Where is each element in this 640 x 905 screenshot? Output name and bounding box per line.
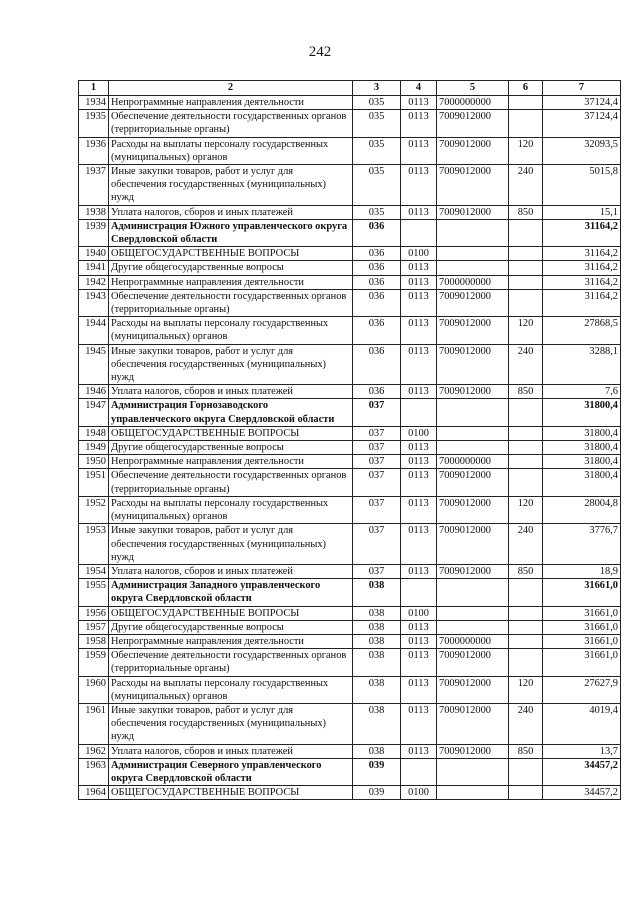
row-amount: 31800,4 (543, 441, 621, 455)
row-expense-type: 850 (509, 205, 543, 219)
row-target-code (437, 219, 509, 246)
table-body (79, 96, 621, 800)
row-number: 1948 (79, 426, 109, 440)
row-ministry-code: 035 (353, 205, 401, 219)
row-number: 1950 (79, 455, 109, 469)
row-name: Обеспечение деятельности государственных органов (территориальные органы) (109, 110, 353, 137)
row-name: Расходы на выплаты персоналу государственных (муниципальных) органов (109, 676, 353, 703)
row-section-code: 0113 (401, 261, 437, 275)
row-amount: 18,9 (543, 564, 621, 578)
row-expense-type (509, 620, 543, 634)
row-amount: 13,7 (543, 744, 621, 758)
row-section-code: 0113 (401, 649, 437, 676)
row-name: Уплата налогов, сборов и иных платежей (109, 564, 353, 578)
row-expense-type (509, 261, 543, 275)
row-section-code: 0113 (401, 496, 437, 523)
row-expense-type (509, 247, 543, 261)
row-ministry-code: 036 (353, 385, 401, 399)
row-ministry-code: 038 (353, 606, 401, 620)
row-target-code (437, 786, 509, 800)
row-ministry-code: 036 (353, 247, 401, 261)
row-target-code (437, 441, 509, 455)
row-target-code: 7009012000 (437, 744, 509, 758)
row-ministry-code: 036 (353, 261, 401, 275)
row-amount: 31800,4 (543, 455, 621, 469)
table-row (79, 344, 621, 385)
row-target-code: 7009012000 (437, 165, 509, 206)
row-section-code: 0113 (401, 137, 437, 164)
row-amount: 27868,5 (543, 317, 621, 344)
column-header-1: 1 (79, 81, 109, 96)
row-expense-type (509, 289, 543, 316)
row-section-code: 0100 (401, 606, 437, 620)
row-number: 1935 (79, 110, 109, 137)
row-target-code (437, 426, 509, 440)
row-section-code: 0113 (401, 317, 437, 344)
row-section-code (401, 399, 437, 426)
row-name: Непрограммные направления деятельности (109, 275, 353, 289)
row-ministry-code: 037 (353, 399, 401, 426)
row-amount: 37124,4 (543, 96, 621, 110)
row-number: 1964 (79, 786, 109, 800)
row-amount: 31164,2 (543, 275, 621, 289)
row-target-code: 7009012000 (437, 110, 509, 137)
row-amount: 34457,2 (543, 758, 621, 785)
row-amount: 31661,0 (543, 649, 621, 676)
table-row (79, 649, 621, 676)
table-row (79, 620, 621, 634)
row-number: 1944 (79, 317, 109, 344)
row-amount: 28004,8 (543, 496, 621, 523)
table-row (79, 110, 621, 137)
row-section-code: 0113 (401, 469, 437, 496)
row-target-code: 7009012000 (437, 344, 509, 385)
table-row (79, 579, 621, 606)
row-target-code: 7009012000 (437, 469, 509, 496)
row-ministry-code: 037 (353, 426, 401, 440)
row-amount: 5015,8 (543, 165, 621, 206)
table-row (79, 703, 621, 744)
row-amount: 31164,2 (543, 247, 621, 261)
row-number: 1955 (79, 579, 109, 606)
row-number: 1938 (79, 205, 109, 219)
table-row (79, 455, 621, 469)
row-ministry-code: 038 (353, 649, 401, 676)
row-section-code: 0113 (401, 289, 437, 316)
row-section-code: 0113 (401, 744, 437, 758)
row-ministry-code: 038 (353, 634, 401, 648)
row-section-code: 0113 (401, 634, 437, 648)
table-row (79, 137, 621, 164)
row-name: Непрограммные направления деятельности (109, 634, 353, 648)
row-target-code: 7000000000 (437, 96, 509, 110)
row-expense-type (509, 634, 543, 648)
column-header-2: 2 (109, 81, 353, 96)
row-number: 1947 (79, 399, 109, 426)
row-section-code: 0113 (401, 676, 437, 703)
row-ministry-code: 039 (353, 786, 401, 800)
row-target-code: 7000000000 (437, 634, 509, 648)
row-expense-type (509, 426, 543, 440)
row-amount: 31661,0 (543, 634, 621, 648)
row-section-code: 0113 (401, 455, 437, 469)
table-row (79, 96, 621, 110)
row-section-code: 0113 (401, 385, 437, 399)
row-number: 1941 (79, 261, 109, 275)
row-number: 1945 (79, 344, 109, 385)
row-ministry-code: 036 (353, 275, 401, 289)
row-number: 1943 (79, 289, 109, 316)
row-amount: 34457,2 (543, 786, 621, 800)
row-ministry-code: 038 (353, 676, 401, 703)
row-amount: 31661,0 (543, 606, 621, 620)
row-name: Администрация Горнозаводского управленческого округа Свердловской области (109, 399, 353, 426)
row-target-code: 7009012000 (437, 137, 509, 164)
row-number: 1954 (79, 564, 109, 578)
row-expense-type: 120 (509, 137, 543, 164)
row-name: Уплата налогов, сборов и иных платежей (109, 385, 353, 399)
row-name: ОБЩЕГОСУДАРСТВЕННЫЕ ВОПРОСЫ (109, 606, 353, 620)
page-number: 242 (308, 44, 332, 60)
row-amount: 7,6 (543, 385, 621, 399)
column-header-4: 4 (401, 81, 437, 96)
row-amount: 31661,0 (543, 620, 621, 634)
table-row (79, 758, 621, 785)
table-row (79, 426, 621, 440)
row-name: Администрация Северного управленческого округа Свердловской области (109, 758, 353, 785)
row-expense-type (509, 579, 543, 606)
row-name: Иные закупки товаров, работ и услуг для обеспечения государственных (муниципальных) нужд (109, 344, 353, 385)
row-expense-type (509, 275, 543, 289)
row-section-code: 0113 (401, 703, 437, 744)
table-row (79, 564, 621, 578)
row-number: 1934 (79, 96, 109, 110)
table-row (79, 205, 621, 219)
row-expense-type (509, 219, 543, 246)
row-number: 1942 (79, 275, 109, 289)
row-target-code: 7000000000 (437, 275, 509, 289)
row-amount: 31800,4 (543, 469, 621, 496)
row-name: Расходы на выплаты персоналу государственных (муниципальных) органов (109, 317, 353, 344)
row-expense-type: 120 (509, 496, 543, 523)
table-row (79, 247, 621, 261)
row-number: 1960 (79, 676, 109, 703)
row-ministry-code: 039 (353, 758, 401, 785)
table-row (79, 261, 621, 275)
row-name: ОБЩЕГОСУДАРСТВЕННЫЕ ВОПРОСЫ (109, 247, 353, 261)
row-number: 1963 (79, 758, 109, 785)
row-section-code: 0113 (401, 524, 437, 565)
row-section-code: 0113 (401, 205, 437, 219)
row-ministry-code: 035 (353, 137, 401, 164)
row-number: 1946 (79, 385, 109, 399)
column-header-3: 3 (353, 81, 401, 96)
row-section-code (401, 758, 437, 785)
row-ministry-code: 036 (353, 317, 401, 344)
row-number: 1962 (79, 744, 109, 758)
row-name: ОБЩЕГОСУДАРСТВЕННЫЕ ВОПРОСЫ (109, 786, 353, 800)
row-expense-type (509, 96, 543, 110)
row-name: Иные закупки товаров, работ и услуг для обеспечения государственных (муниципальных) нужд (109, 703, 353, 744)
row-number: 1957 (79, 620, 109, 634)
row-name: Администрация Южного управленческого округа Свердловской области (109, 219, 353, 246)
row-section-code: 0113 (401, 441, 437, 455)
row-name: Другие общегосударственные вопросы (109, 441, 353, 455)
row-ministry-code: 037 (353, 524, 401, 565)
column-header-7: 7 (543, 81, 621, 96)
row-target-code (437, 579, 509, 606)
row-ministry-code: 036 (353, 344, 401, 385)
row-number: 1939 (79, 219, 109, 246)
row-target-code: 7009012000 (437, 385, 509, 399)
row-number: 1937 (79, 165, 109, 206)
table-row (79, 744, 621, 758)
row-ministry-code: 035 (353, 110, 401, 137)
row-target-code (437, 758, 509, 785)
row-section-code (401, 579, 437, 606)
row-expense-type: 850 (509, 744, 543, 758)
row-section-code: 0100 (401, 426, 437, 440)
row-target-code (437, 399, 509, 426)
row-expense-type: 120 (509, 317, 543, 344)
row-ministry-code: 035 (353, 96, 401, 110)
table-row (79, 275, 621, 289)
row-target-code (437, 606, 509, 620)
row-number: 1956 (79, 606, 109, 620)
row-ministry-code: 037 (353, 469, 401, 496)
row-target-code: 7009012000 (437, 289, 509, 316)
row-name: Непрограммные направления деятельности (109, 455, 353, 469)
row-ministry-code: 037 (353, 455, 401, 469)
row-ministry-code: 036 (353, 289, 401, 316)
row-section-code: 0113 (401, 165, 437, 206)
row-target-code: 7009012000 (437, 524, 509, 565)
row-name: Обеспечение деятельности государственных органов (территориальные органы) (109, 289, 353, 316)
row-expense-type: 120 (509, 676, 543, 703)
row-name: Администрация Западного управленческого округа Свердловской области (109, 579, 353, 606)
row-number: 1949 (79, 441, 109, 455)
row-target-code: 7009012000 (437, 496, 509, 523)
row-expense-type: 850 (509, 385, 543, 399)
column-header-5: 5 (437, 81, 509, 96)
row-expense-type (509, 110, 543, 137)
row-amount: 31800,4 (543, 426, 621, 440)
row-ministry-code: 038 (353, 744, 401, 758)
row-amount: 31164,2 (543, 289, 621, 316)
row-section-code (401, 219, 437, 246)
row-name: ОБЩЕГОСУДАРСТВЕННЫЕ ВОПРОСЫ (109, 426, 353, 440)
row-ministry-code: 037 (353, 564, 401, 578)
row-name: Другие общегосударственные вопросы (109, 620, 353, 634)
row-number: 1953 (79, 524, 109, 565)
row-name: Иные закупки товаров, работ и услуг для обеспечения государственных (муниципальных) нужд (109, 165, 353, 206)
row-name: Другие общегосударственные вопросы (109, 261, 353, 275)
table-header-row (79, 81, 621, 96)
row-name: Непрограммные направления деятельности (109, 96, 353, 110)
table-row (79, 634, 621, 648)
table-row (79, 496, 621, 523)
row-expense-type (509, 786, 543, 800)
row-section-code: 0113 (401, 564, 437, 578)
row-ministry-code: 037 (353, 441, 401, 455)
row-expense-type: 240 (509, 703, 543, 744)
row-expense-type: 240 (509, 344, 543, 385)
table-row (79, 786, 621, 800)
row-target-code: 7009012000 (437, 703, 509, 744)
row-amount: 3776,7 (543, 524, 621, 565)
table-row (79, 219, 621, 246)
row-expense-type: 240 (509, 165, 543, 206)
row-amount: 31661,0 (543, 579, 621, 606)
table-row (79, 165, 621, 206)
row-amount: 3288,1 (543, 344, 621, 385)
row-expense-type (509, 649, 543, 676)
row-section-code: 0113 (401, 275, 437, 289)
row-ministry-code: 036 (353, 219, 401, 246)
row-name: Обеспечение деятельности государственных органов (территориальные органы) (109, 469, 353, 496)
row-name: Уплата налогов, сборов и иных платежей (109, 744, 353, 758)
row-number: 1958 (79, 634, 109, 648)
table-row (79, 606, 621, 620)
row-name: Расходы на выплаты персоналу государственных (муниципальных) органов (109, 137, 353, 164)
table-row (79, 399, 621, 426)
row-name: Иные закупки товаров, работ и услуг для обеспечения государственных (муниципальных) нужд (109, 524, 353, 565)
table-row (79, 317, 621, 344)
row-expense-type (509, 758, 543, 785)
row-target-code (437, 247, 509, 261)
row-target-code (437, 261, 509, 275)
row-section-code: 0113 (401, 344, 437, 385)
row-ministry-code: 038 (353, 579, 401, 606)
row-amount: 37124,4 (543, 110, 621, 137)
row-expense-type (509, 455, 543, 469)
row-expense-type: 850 (509, 564, 543, 578)
row-amount: 27627,9 (543, 676, 621, 703)
table-row (79, 385, 621, 399)
row-section-code: 0113 (401, 110, 437, 137)
row-target-code: 7000000000 (437, 455, 509, 469)
row-amount: 15,1 (543, 205, 621, 219)
table-row (79, 469, 621, 496)
column-header-6: 6 (509, 81, 543, 96)
row-amount: 32093,5 (543, 137, 621, 164)
row-expense-type (509, 441, 543, 455)
row-expense-type (509, 399, 543, 426)
row-number: 1951 (79, 469, 109, 496)
row-ministry-code: 038 (353, 703, 401, 744)
row-name: Обеспечение деятельности государственных органов (территориальные органы) (109, 649, 353, 676)
row-name: Расходы на выплаты персоналу государственных (муниципальных) органов (109, 496, 353, 523)
row-amount: 31164,2 (543, 261, 621, 275)
row-number: 1936 (79, 137, 109, 164)
row-section-code: 0100 (401, 247, 437, 261)
row-expense-type: 240 (509, 524, 543, 565)
table-row (79, 524, 621, 565)
table-row (79, 441, 621, 455)
row-section-code: 0113 (401, 620, 437, 634)
table-row (79, 676, 621, 703)
row-number: 1940 (79, 247, 109, 261)
row-target-code: 7009012000 (437, 205, 509, 219)
table-row (79, 289, 621, 316)
row-expense-type (509, 469, 543, 496)
row-ministry-code: 035 (353, 165, 401, 206)
row-expense-type (509, 606, 543, 620)
row-number: 1961 (79, 703, 109, 744)
row-number: 1959 (79, 649, 109, 676)
row-target-code (437, 620, 509, 634)
row-ministry-code: 037 (353, 496, 401, 523)
row-amount: 31800,4 (543, 399, 621, 426)
row-target-code: 7009012000 (437, 649, 509, 676)
row-ministry-code: 038 (353, 620, 401, 634)
row-target-code: 7009012000 (437, 564, 509, 578)
row-target-code: 7009012000 (437, 676, 509, 703)
row-amount: 4019,4 (543, 703, 621, 744)
row-name: Уплата налогов, сборов и иных платежей (109, 205, 353, 219)
row-section-code: 0113 (401, 96, 437, 110)
row-amount: 31164,2 (543, 219, 621, 246)
row-target-code: 7009012000 (437, 317, 509, 344)
row-number: 1952 (79, 496, 109, 523)
row-section-code: 0100 (401, 786, 437, 800)
budget-table (78, 80, 621, 800)
